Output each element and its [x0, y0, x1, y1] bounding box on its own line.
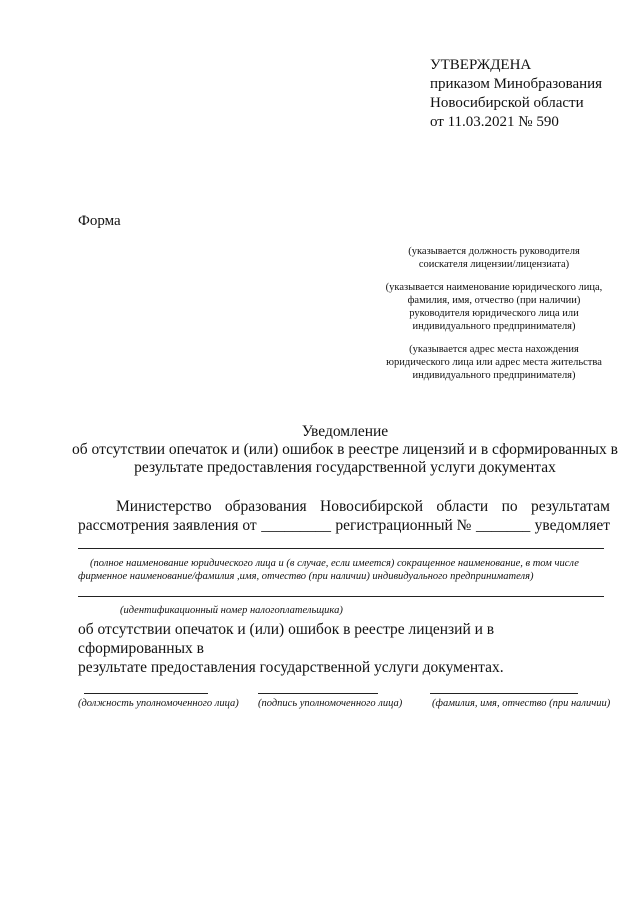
approval-line-4: от 11.03.2021 № 590: [430, 114, 559, 130]
paragraph-1: [78, 497, 610, 535]
hint-position: [400, 245, 588, 271]
word: результатам: [530, 498, 610, 515]
hint-name-line-4: индивидуального предпринимателя): [412, 321, 576, 332]
signature-label-name: (фамилия, имя, отчество (при наличии): [432, 698, 611, 709]
hint-address: [378, 343, 610, 382]
title-line-3: результате предоставления государственной услуги документах: [134, 459, 556, 476]
inn-hint: (идентификационный номер налогоплательщика): [120, 605, 343, 616]
registration-number-blank: _______: [475, 517, 531, 534]
hint-address-line-3: индивидуального предпринимателя): [412, 370, 576, 381]
approval-stamp: [430, 56, 602, 132]
hint-name-line-1: (указывается наименование юридического лица,: [385, 282, 603, 293]
word: образования: [224, 498, 307, 515]
approval-line-3: Новосибирской области: [430, 95, 584, 111]
hint-position-line-2: соискателя лицензии/лицензиата): [418, 259, 570, 270]
signature-label-position: (должность уполномоченного лица): [78, 698, 239, 709]
full-name-line: [78, 548, 604, 549]
hint-applicant-name: [378, 281, 610, 333]
paragraph-1-line-1: [78, 497, 610, 516]
full-name-hint-2: фирменное наименование/фамилия ,имя, отчество (при наличии) индивидуального предпринимателя): [78, 571, 534, 582]
paragraph-2-line-2: результате предоставления государственной услуги документах.: [78, 659, 504, 676]
title-line-2: об отсутствии опечаток и (или) ошибок в реестре лицензий и в сформированных в: [72, 441, 618, 458]
hint-position-line-1: (указывается должность руководителя: [408, 246, 580, 257]
paragraph-2-line-1: об отсутствии опечаток и (или) ошибок в реестре лицензий и в сформированных в: [78, 621, 495, 657]
word: Министерство: [116, 498, 212, 515]
hint-address-line-1: (указывается адрес места нахождения: [409, 344, 579, 355]
word: Новосибирской: [320, 498, 424, 515]
notifies-word: уведомляет: [534, 517, 610, 534]
signature-label-signature: (подпись уполномоченного лица): [258, 698, 403, 709]
full-name-hint-1: (полное наименование юридического лица и (в случае, если имеется) сокращенное наименование, в том числе: [90, 558, 579, 569]
hint-address-line-2: юридического лица или адрес места жительства: [386, 357, 602, 368]
hint-name-line-3: руководителя юридического лица или: [409, 308, 579, 319]
registration-number-label: регистрационный №: [335, 517, 472, 534]
application-date-label: рассмотрения заявления от: [78, 517, 257, 534]
signature-line-position: [84, 693, 208, 694]
paragraph-1-line-2: [78, 516, 610, 535]
signature-line-signature: [258, 693, 378, 694]
hint-name-line-2: фамилия, имя, отчество (при наличии): [407, 295, 581, 306]
application-date-blank: _________: [261, 517, 331, 534]
form-label: Форма: [78, 213, 121, 229]
paragraph-2: [78, 620, 610, 677]
signature-line-name: [430, 693, 578, 694]
word: области: [436, 498, 489, 515]
word: по: [501, 498, 518, 515]
inn-line: [78, 596, 604, 597]
document-title: [70, 423, 620, 477]
approval-line-1: УТВЕРЖДЕНА: [430, 57, 532, 73]
title-line-1: Уведомление: [301, 423, 389, 440]
approval-line-2: приказом Минобразования: [430, 76, 603, 92]
